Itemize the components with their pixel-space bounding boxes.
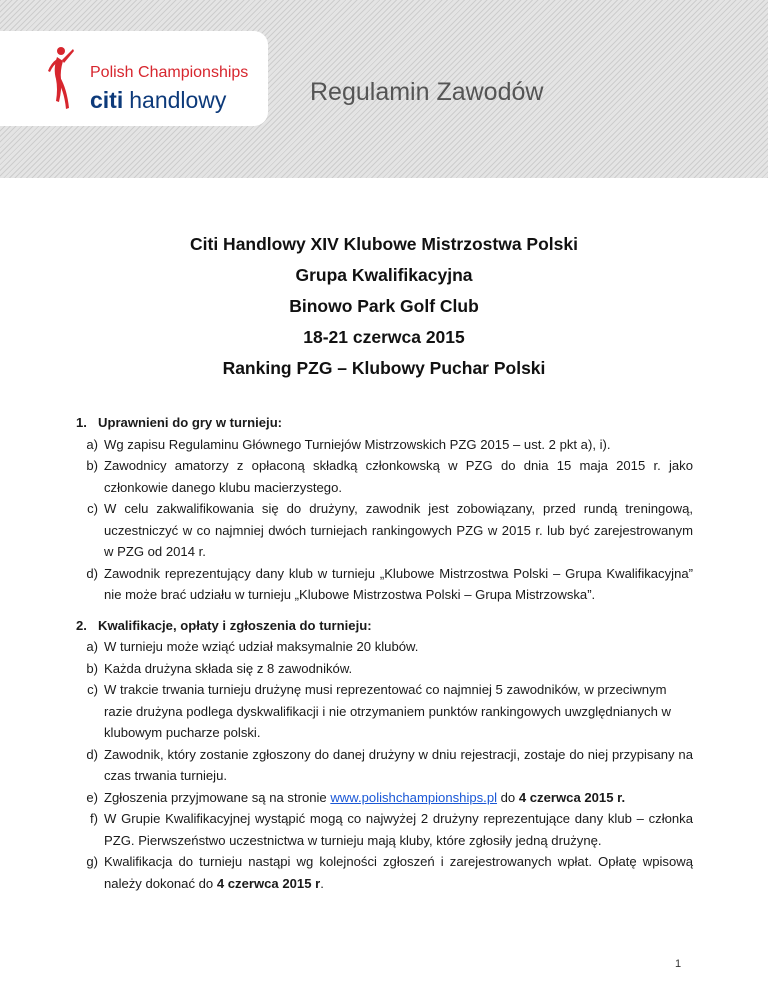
list-item: [78, 658, 693, 680]
item-letter: b): [86, 458, 98, 473]
item-text: W turnieju może wziąć udział maksymalnie 20 klubów.: [104, 639, 419, 654]
item-text: W celu zakwalifikowania się do drużyny, zawodnik jest zobowiązany, przed rundą treningową, uczestniczyć w co najmniej dwóch turniejach rankingowych PZG w 2015 r. lub być zarejestrowanym w PZG od 2014 r.: [104, 501, 693, 559]
list-item: [78, 455, 693, 498]
item-text: W trakcie trwania turnieju drużynę musi reprezentować co najmniej 5 zawodników, w przeciwnym razie drużyna podlega dyskwalifikacji i nie otrzymaniem punktów rankingowych uwzględnianych w klubowym pucharze polski.: [104, 682, 671, 740]
item-text: [104, 787, 693, 809]
list-item: [78, 434, 693, 456]
section-heading: [76, 412, 693, 434]
item-letter: b): [86, 660, 98, 676]
headline-line-1: Citi Handlowy XIV Klubowe Mistrzostwa Polski: [190, 234, 578, 254]
item-list: [78, 434, 693, 606]
item-text-part: Zgłoszenia przyjmowane są na stronie: [104, 789, 331, 805]
section-number: 2.: [76, 617, 87, 633]
brand-polish-championships: Polish Championships: [90, 64, 249, 81]
list-item: [78, 808, 693, 851]
item-text-part: Kwalifikacja do turnieju nastąpi wg kolejności zgłoszeń i zarejestrowanych wpłat. Opłatę wpisową należy dokonać do: [104, 854, 693, 891]
item-letter: c): [87, 501, 98, 516]
list-item: [78, 787, 693, 809]
page-header: [0, 0, 768, 178]
item-text: Każda drużyna składa się z 8 zawodników.: [104, 660, 353, 676]
event-headline: [0, 229, 768, 384]
item-text: [104, 851, 693, 894]
logo: [0, 31, 268, 126]
item-letter: a): [86, 639, 98, 654]
item-text-part: .: [320, 875, 324, 891]
brand-citi-handlowy: [90, 87, 226, 114]
item-text: Zawodnik reprezentujący dany klub w turnieju „Klubowe Mistrzostwa Polski – Grupa Kwalifikacyjna” nie może brać udziału w turnieju „Klubowe Mistrzostwa Polski – Grupa Mistrzowska”.: [104, 565, 693, 602]
item-text: Zawodnik, który zostanie zgłoszony do danej drużyny w dniu rejestracji, zostaje do niej przypisany na czas trwania turnieju.: [104, 746, 693, 783]
item-letter: d): [86, 746, 98, 762]
section-title: Kwalifikacje, opłaty i zgłoszenia do turnieju:: [98, 617, 372, 633]
list-item: [78, 851, 693, 894]
headline-line-2: Grupa Kwalifikacyjna: [295, 265, 473, 285]
item-list: [78, 636, 693, 894]
section-title: Uprawnieni do gry w turnieju:: [98, 415, 283, 430]
deadline-date: 4 czerwca 2015 r: [216, 875, 321, 891]
headline-line-3: Binowo Park Golf Club: [289, 296, 479, 316]
headline-line-4: 18-21 czerwca 2015: [303, 327, 465, 347]
item-letter: e): [86, 789, 98, 805]
item-letter: g): [86, 854, 98, 869]
item-text: Wg zapisu Regulaminu Głównego Turniejów Mistrzowskich PZG 2015 – ust. 2 pkt a), i).: [104, 436, 611, 452]
item-text: W Grupie Kwalifikacyjnej wystąpić mogą co najwyżej 2 drużyny reprezentujące dany klub – członka PZG. Pierwszeństwo uczestnictwa w turnieju mają kluby, które zgłosiły jedną drużynę.: [104, 811, 693, 848]
list-item: [78, 636, 693, 658]
document-title: Regulamin Zawodów: [310, 78, 544, 106]
item-letter: a): [86, 436, 98, 452]
deadline-date: 4 czerwca 2015 r.: [518, 789, 626, 805]
rules-content: [76, 412, 693, 903]
golfer-icon: [44, 45, 76, 113]
item-letter: c): [87, 682, 98, 697]
list-item: [78, 563, 693, 606]
list-item: [78, 498, 693, 563]
item-letter: d): [86, 565, 98, 581]
list-item: [78, 679, 693, 744]
section-eligibility: [76, 412, 693, 606]
item-text-part: do: [497, 789, 519, 805]
championships-website-link[interactable]: www.polishchampionships.pl: [330, 789, 498, 805]
section-number: 1.: [76, 415, 87, 430]
section-qualification: [76, 615, 693, 895]
section-heading: [76, 615, 693, 637]
list-item: [78, 744, 693, 787]
page-number: 1: [675, 958, 682, 970]
brand-handlowy: handlowy: [129, 87, 227, 113]
item-text: Zawodnicy amatorzy z opłaconą składką członkowską w PZG do dnia 15 maja 2015 r. jako członkowie danego klubu macierzystego.: [104, 458, 693, 495]
brand-citi: citi: [90, 87, 124, 113]
item-letter: f): [90, 811, 98, 826]
headline-line-5: Ranking PZG – Klubowy Puchar Polski: [222, 358, 546, 378]
